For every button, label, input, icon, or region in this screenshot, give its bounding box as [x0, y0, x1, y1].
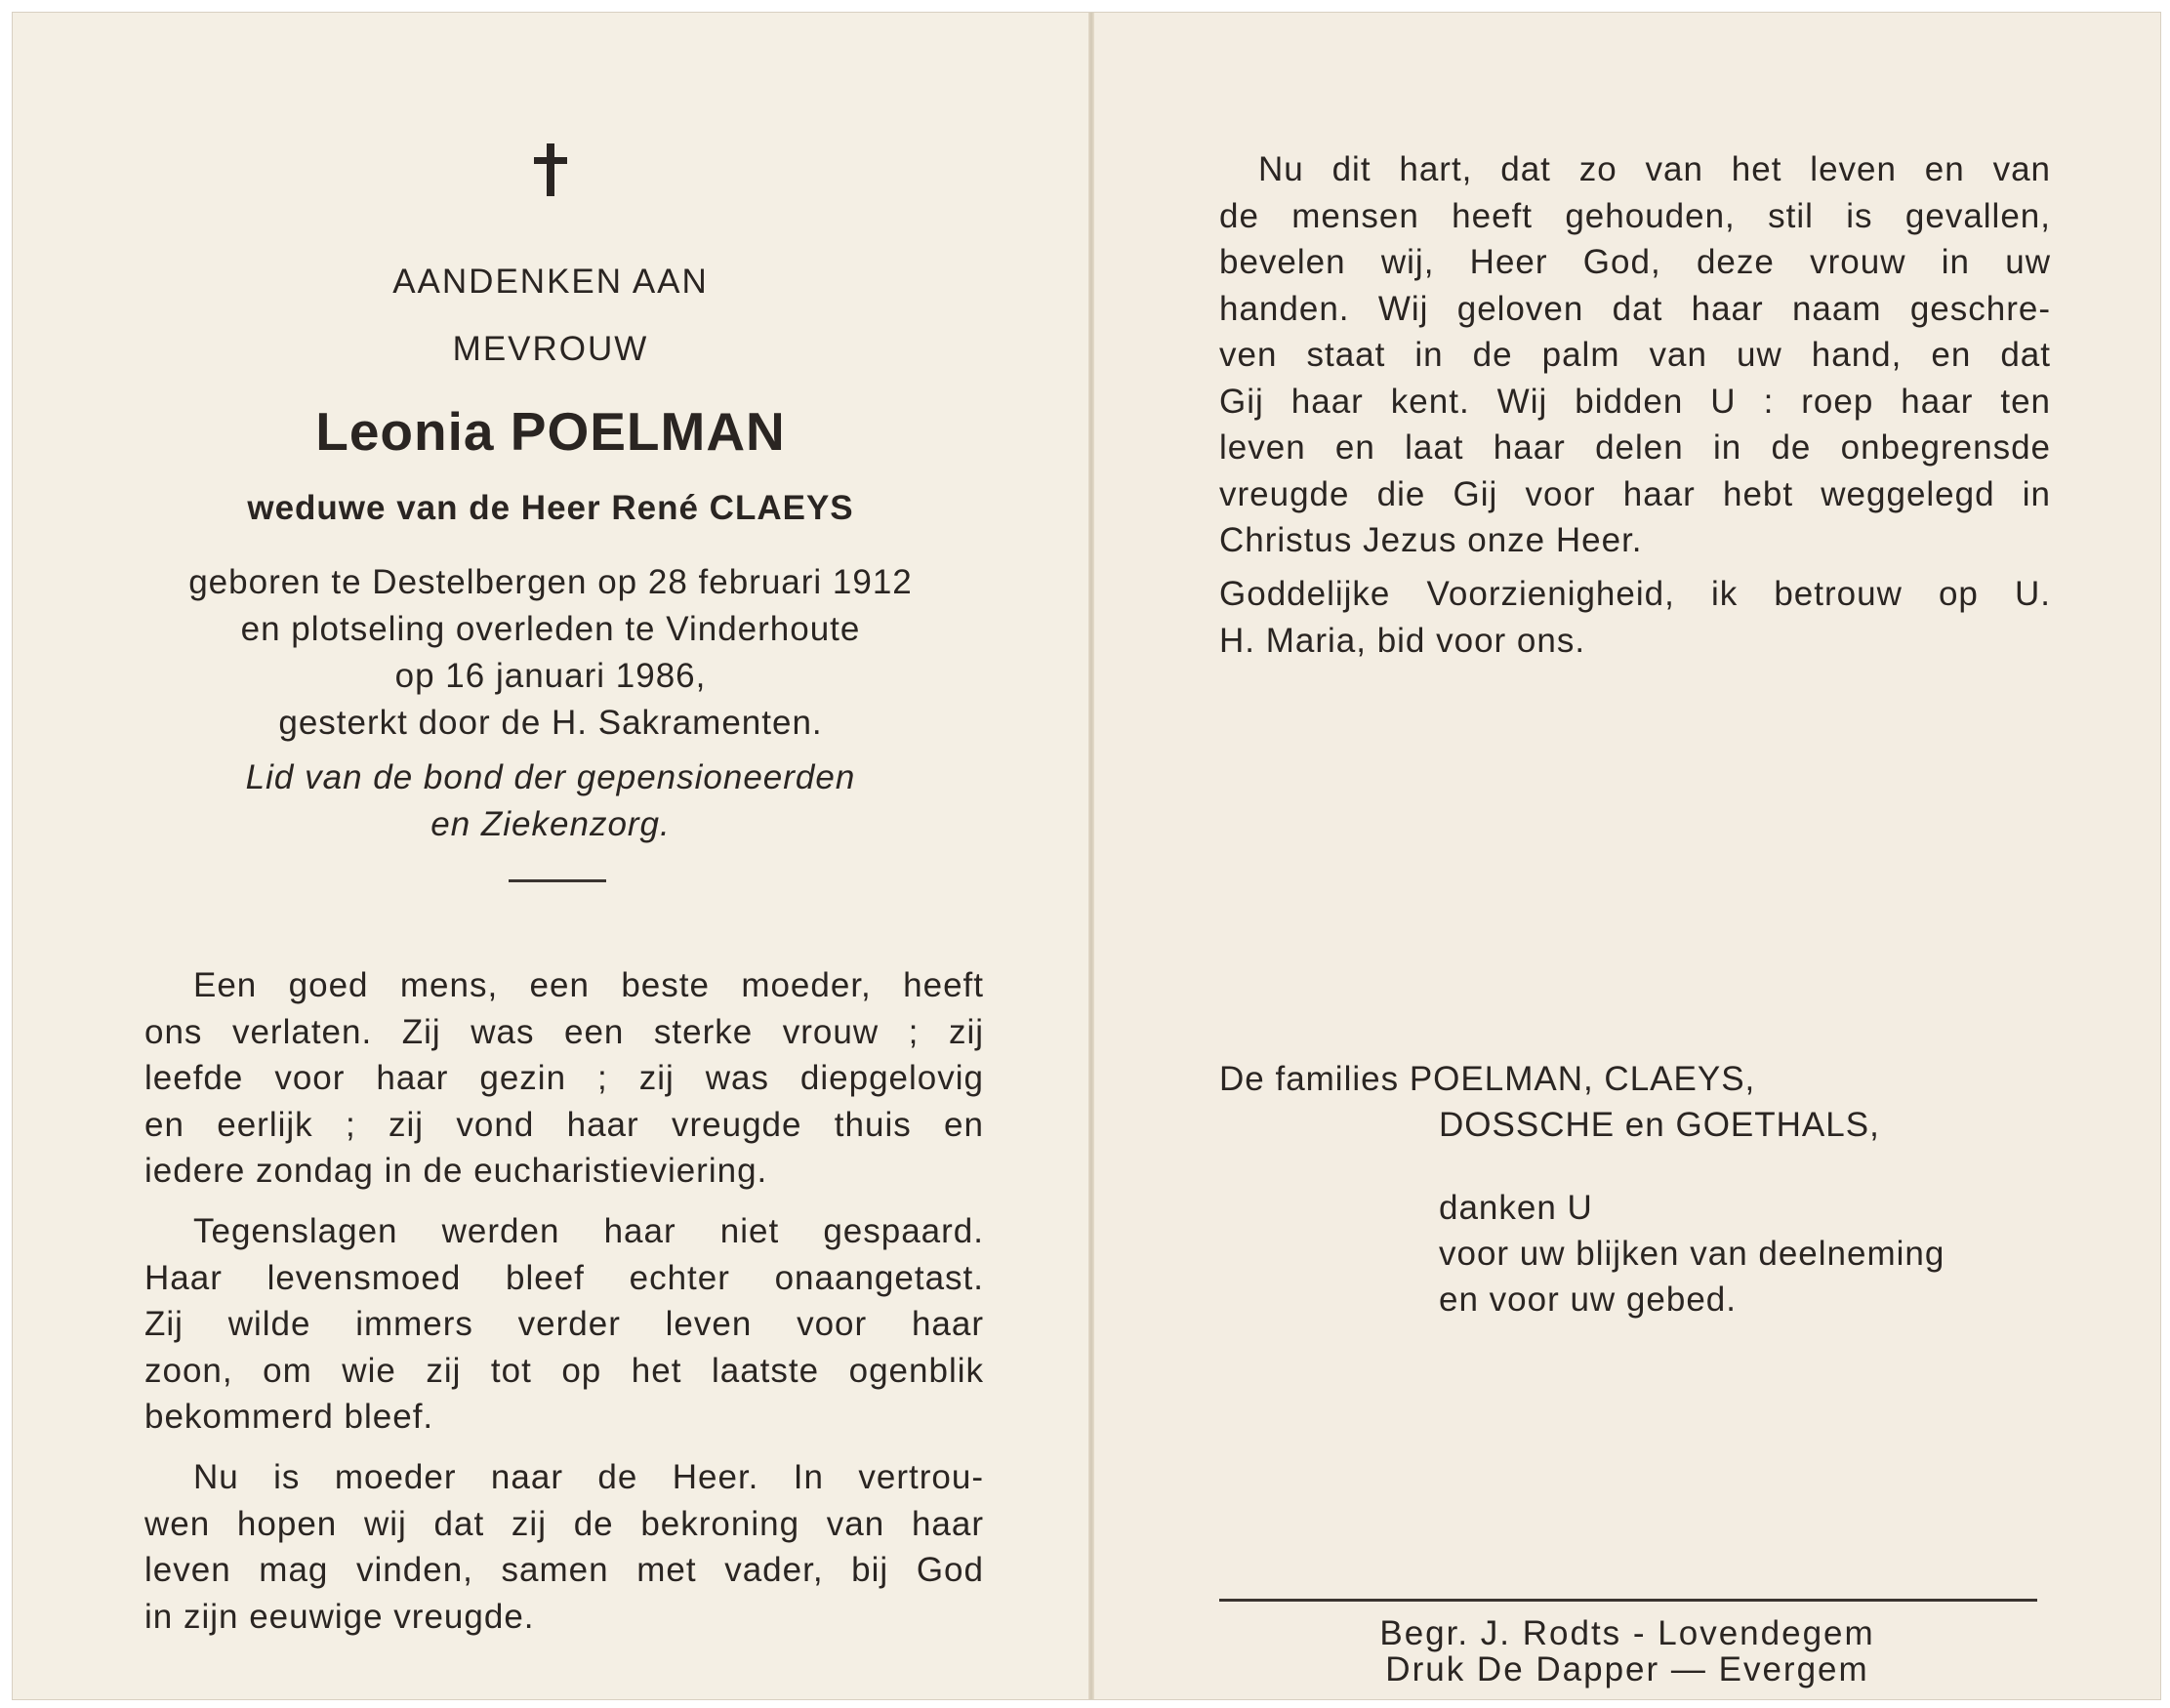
widow-line: weduwe van de Heer René CLAEYS [247, 489, 854, 527]
text-line: Een goed mens, een beste moeder, heeft [193, 966, 984, 1004]
paragraph-hope [144, 1454, 984, 1640]
text-line: de mensen heeft gehouden, stil is gevallen, [1219, 196, 2051, 235]
families-line: De families POELMAN, CLAEYS, [1219, 1060, 1756, 1098]
paragraph-tribute [144, 962, 984, 1195]
paragraph-invocation [1219, 571, 2051, 664]
divider [509, 879, 606, 882]
text-line: Tegenslagen werden haar niet gespaard. [193, 1212, 984, 1250]
left-panel [13, 13, 1088, 1699]
paragraph-prayer [1219, 146, 2051, 564]
text-line: leven en laat haar delen in de onbegrensde [1219, 428, 2051, 467]
text-line: Nu is moeder naar de Heer. In vertrou- [193, 1458, 984, 1496]
text-line: iedere zondag in de eucharistieviering. [144, 1152, 768, 1190]
text-line: zoon, om wie zij tot op het laatste ogenblik [144, 1351, 984, 1390]
bio-line: en plotseling overleden te Vinderhoute [240, 610, 861, 648]
cross-icon [13, 140, 1088, 218]
thanks-line: en voor uw gebed. [1439, 1281, 1737, 1319]
text-line: wen hopen wij dat zij de bekroning van haar [144, 1504, 984, 1543]
right-panel [1094, 13, 2160, 1699]
bio-line: op 16 januari 1986, [394, 657, 707, 695]
text-line: leven mag vinden, samen met vader, bij God [144, 1551, 984, 1589]
text-line: Goddelijke Voorzienigheid, ik betrouw op U. [1219, 575, 2051, 613]
text-line: en eerlijk ; zij vond haar vreugde thuis en [144, 1105, 984, 1144]
memorial-card [12, 12, 2161, 1700]
salutation: MEVROUW [452, 330, 649, 368]
bio-line: geboren te Destelbergen op 28 februari 1912 [188, 563, 913, 601]
footer-divider [1219, 1599, 2037, 1602]
thanks-line: danken U [1439, 1189, 1593, 1227]
deceased-name: Leonia POELMAN [315, 401, 786, 462]
text-line: bekommerd bleef. [144, 1398, 434, 1436]
text-line: bevelen wij, Heer God, deze vrouw in uw [1219, 243, 2051, 281]
membership [13, 754, 1088, 848]
biography [13, 559, 1088, 747]
printer-credit: Begr. J. Rodts - Lovendegem [1379, 1614, 1875, 1652]
thanks-line: voor uw blijken van deelneming [1439, 1235, 1945, 1273]
membership-line: en Ziekenzorg. [430, 805, 671, 843]
memorial-heading: AANDENKEN AAN [392, 263, 709, 301]
text-line: Zij wilde immers verder leven voor haar [144, 1305, 984, 1343]
families-line: DOSSCHE en GOETHALS, [1439, 1106, 1880, 1144]
membership-line: Lid van de bond der gepensioneerden [245, 758, 856, 796]
text-line: Gij haar kent. Wij bidden U : roep haar ten [1219, 382, 2051, 421]
text-line: leefde voor haar gezin ; zij was diepgelovig [144, 1059, 984, 1097]
text-line: ven staat in de palm van uw hand, en dat [1219, 336, 2051, 374]
text-line: Christus Jezus onze Heer. [1219, 521, 1643, 559]
text-line: handen. Wij geloven dat haar naam geschre- [1219, 289, 2051, 328]
text-line: H. Maria, bid voor ons. [1219, 621, 1586, 660]
text-line: vreugde die Gij voor haar hebt weggelegd in [1219, 474, 2051, 513]
text-line: Haar levensmoed bleef echter onaangetast. [144, 1258, 984, 1297]
text-line: in zijn eeuwige vreugde. [144, 1597, 535, 1636]
text-line: Nu dit hart, dat zo van het leven en van [1258, 150, 2051, 188]
bio-line: gesterkt door de H. Sakramenten. [278, 704, 823, 742]
text-line: ons verlaten. Zij was een sterke vrouw ; zij [144, 1012, 984, 1051]
paragraph-setbacks [144, 1208, 984, 1441]
printer-credit: Druk De Dapper — Evergem [1385, 1650, 1869, 1688]
